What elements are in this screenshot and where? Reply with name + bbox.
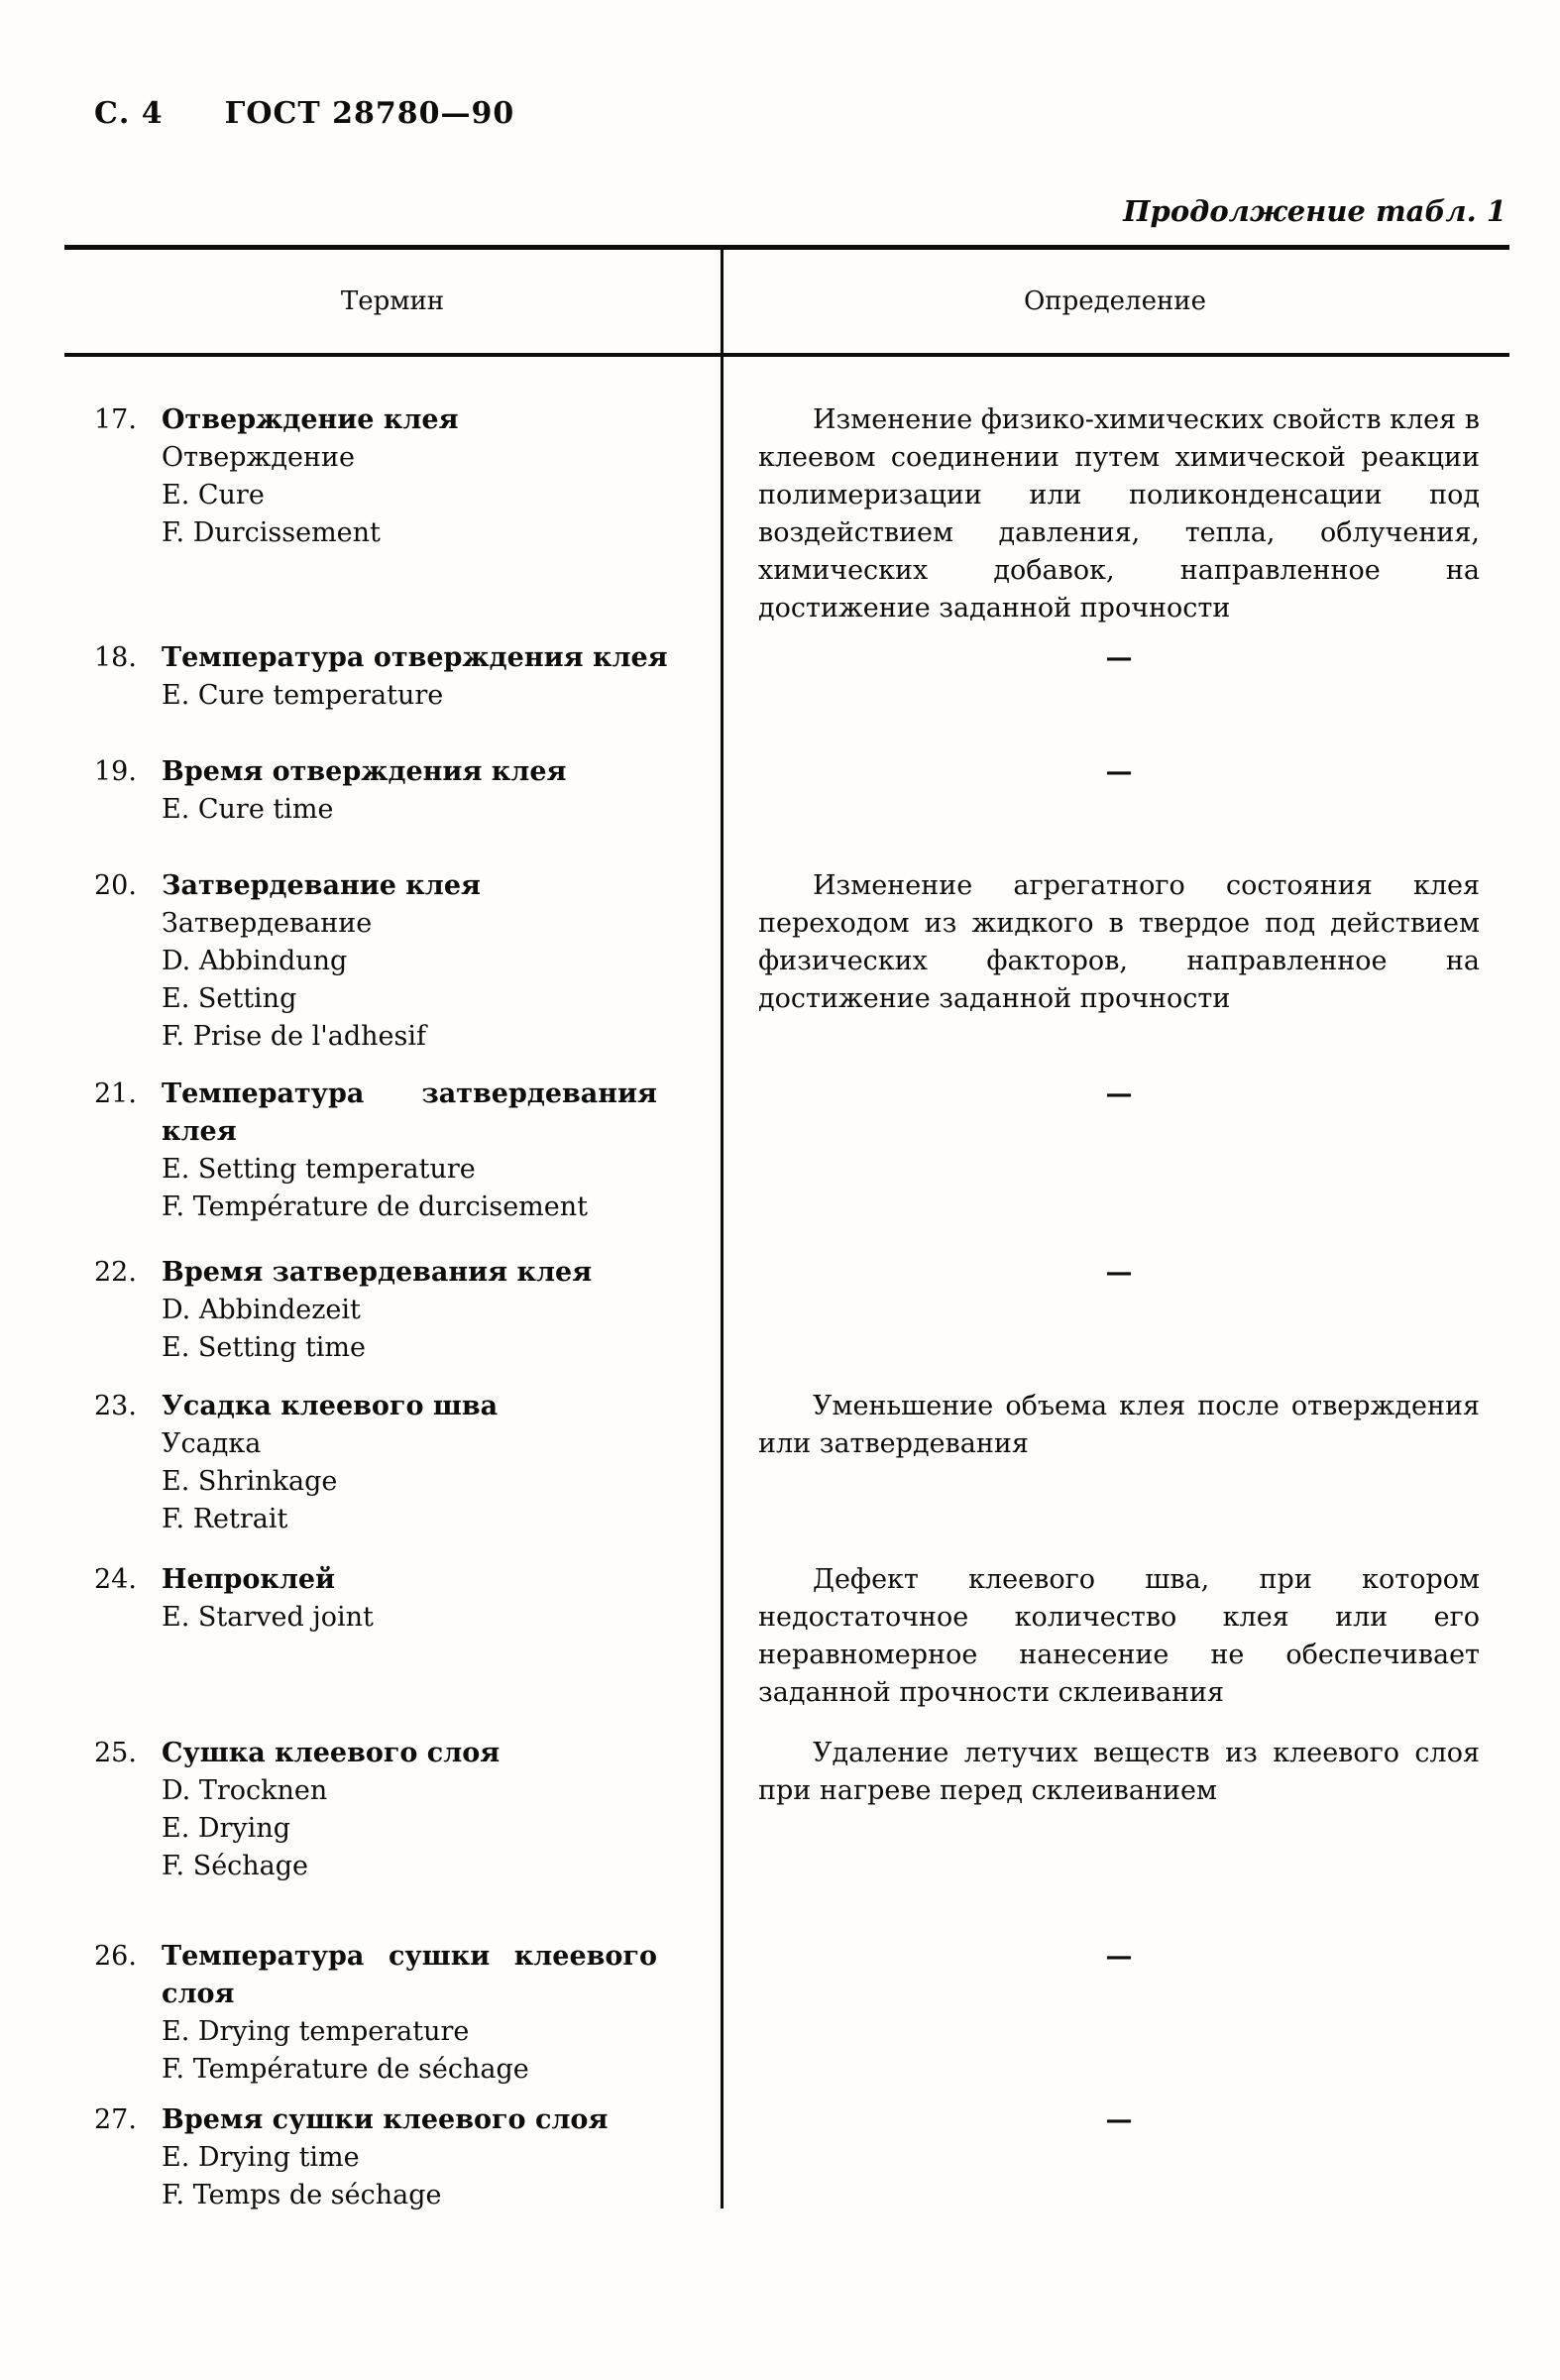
definition-cell: — [1105, 2104, 1133, 2135]
term-number: 18. [94, 642, 137, 673]
term-subline: D. Abbindezeit [162, 1295, 361, 1325]
term-first-line [94, 1076, 728, 1113]
definition-cell: Изменение агрегатного состояния клея переходом из жидкого в твердое под действием физических факторов, направленное на достижение заданной прочности [758, 870, 1480, 1014]
term-first-line [94, 1561, 728, 1599]
term-number: 24. [94, 1564, 137, 1595]
term-title: Время сушки клеевого слоя [162, 2104, 609, 2135]
term-cell [94, 753, 728, 829]
table-row [94, 639, 1509, 753]
term-first-line [94, 401, 728, 439]
term-title: Затвердевание клея [162, 870, 481, 901]
term-subline: E. Cure temperature [162, 680, 444, 711]
term-title: Температура отверждения клея [162, 642, 668, 673]
term-number: 21. [94, 1078, 137, 1109]
table-row [94, 753, 1509, 867]
table-row [94, 867, 1509, 1076]
term-subline: E. Cure [162, 480, 265, 510]
term-number: 22. [94, 1257, 137, 1288]
term-subline: E. Drying temperature [162, 2016, 470, 2047]
table-row [94, 401, 1509, 639]
term-first-line [94, 1388, 728, 1425]
table-row [94, 1254, 1509, 1388]
term-title: Отверждение клея [162, 404, 459, 435]
term-subline: F. Durcissement [162, 517, 381, 548]
table-header-row [64, 245, 1509, 357]
term-number: 17. [94, 404, 137, 435]
definition-cell: — [1105, 1941, 1133, 1972]
term-title: Температура сушки клеевого [162, 1941, 657, 1972]
term-number: 25. [94, 1738, 137, 1768]
term-subline: E. Setting temperature [162, 1154, 476, 1185]
term-subline: F. Température de durcisement [162, 1191, 588, 1222]
table-row [94, 1076, 1509, 1254]
term-cell [94, 639, 728, 715]
term-cell [94, 1938, 728, 2089]
term-title: Непроклей [162, 1564, 336, 1595]
term-first-line [94, 1735, 728, 1772]
definition-cell: Удаление летучих веществ из клеевого слоя при нагреве перед склеиванием [758, 1738, 1480, 1806]
term-number: 23. [94, 1391, 137, 1421]
term-title-continuation: слоя [162, 1979, 235, 2009]
table-body [64, 357, 1509, 2214]
term-first-line [94, 753, 728, 791]
term-subline: Отверждение [162, 442, 355, 473]
table-row [94, 2101, 1509, 2214]
term-subline: D. Abbindung [162, 946, 348, 976]
term-cell [94, 1735, 728, 1885]
term-title: Сушка клеевого слоя [162, 1738, 501, 1768]
term-number: 20. [94, 870, 137, 901]
term-subline: E. Drying time [162, 2142, 360, 2173]
table-row [94, 1938, 1509, 2101]
term-subline: Затвердевание [162, 908, 373, 939]
term-first-line [94, 639, 728, 677]
term-subline: E. Setting [162, 983, 297, 1014]
term-number: 19. [94, 756, 137, 787]
standard-number: ГОСТ 28780—90 [224, 96, 515, 131]
table-row [94, 1561, 1509, 1735]
term-number: 27. [94, 2104, 137, 2135]
definition-cell: — [1105, 1257, 1133, 1288]
definition-cell: — [1105, 1078, 1133, 1109]
term-cell [94, 1388, 728, 1538]
term-subline: Усадка [162, 1428, 262, 1459]
definition-cell: Изменение физико-химических свойств клея в клеевом соединении путем химической реакции полимеризации или поликонденсации под воздействием давления, тепла, облучения, химических добавок, направленное на достижение заданной прочности [758, 404, 1480, 623]
term-subline: E. Shrinkage [162, 1466, 338, 1497]
running-head [94, 96, 514, 131]
col-definition-label: Определение [1023, 286, 1207, 316]
term-title: Время затвердевания клея [162, 1257, 593, 1288]
term-subline: D. Trocknen [162, 1775, 328, 1806]
term-cell [94, 1254, 728, 1367]
definition-cell: Дефект клеевого шва, при котором недостаточное количество клея или его неравномерное нанесение не обеспечивает заданной прочности склеивания [758, 1564, 1480, 1708]
definition-cell: Уменьшение объема клея после отверждения или затвердевания [758, 1391, 1480, 1459]
term-first-line [94, 867, 728, 905]
term-first-line [94, 1938, 728, 1976]
term-title-continuation: клея [162, 1116, 237, 1147]
term-title: Время отверждения клея [162, 756, 567, 787]
definition-cell: — [1105, 642, 1133, 673]
term-first-line [94, 2101, 728, 2139]
col-term-label: Термин [340, 286, 445, 316]
term-subline: F. Séchage [162, 1851, 309, 1881]
term-first-line [94, 1254, 728, 1292]
term-subline: F. Prise de l'adhesif [162, 1021, 426, 1052]
term-cell [94, 867, 728, 1056]
table-row [94, 1735, 1509, 1938]
table-row [94, 1388, 1509, 1561]
term-title: Усадка клеевого шва [162, 1391, 499, 1421]
page-label: С. 4 [94, 96, 164, 131]
term-cell [94, 1076, 728, 1226]
definition-cell: — [1105, 756, 1133, 787]
term-subline: F. Temps de séchage [162, 2180, 442, 2210]
term-title: Температура затвердевания [162, 1078, 657, 1109]
table-caption: Продолжение табл. 1 [1123, 194, 1506, 228]
term-subline: E. Drying [162, 1813, 290, 1844]
terms-table [64, 245, 1509, 2214]
term-subline: E. Cure time [162, 794, 334, 825]
term-subline: E. Setting time [162, 1332, 367, 1363]
term-subline: F. Température de séchage [162, 2054, 529, 2085]
term-subline: F. Retrait [162, 1504, 288, 1534]
term-cell [94, 1561, 728, 1637]
term-subline: E. Starved joint [162, 1602, 374, 1633]
term-cell [94, 2101, 728, 2214]
term-cell [94, 401, 728, 552]
term-number: 26. [94, 1941, 137, 1972]
